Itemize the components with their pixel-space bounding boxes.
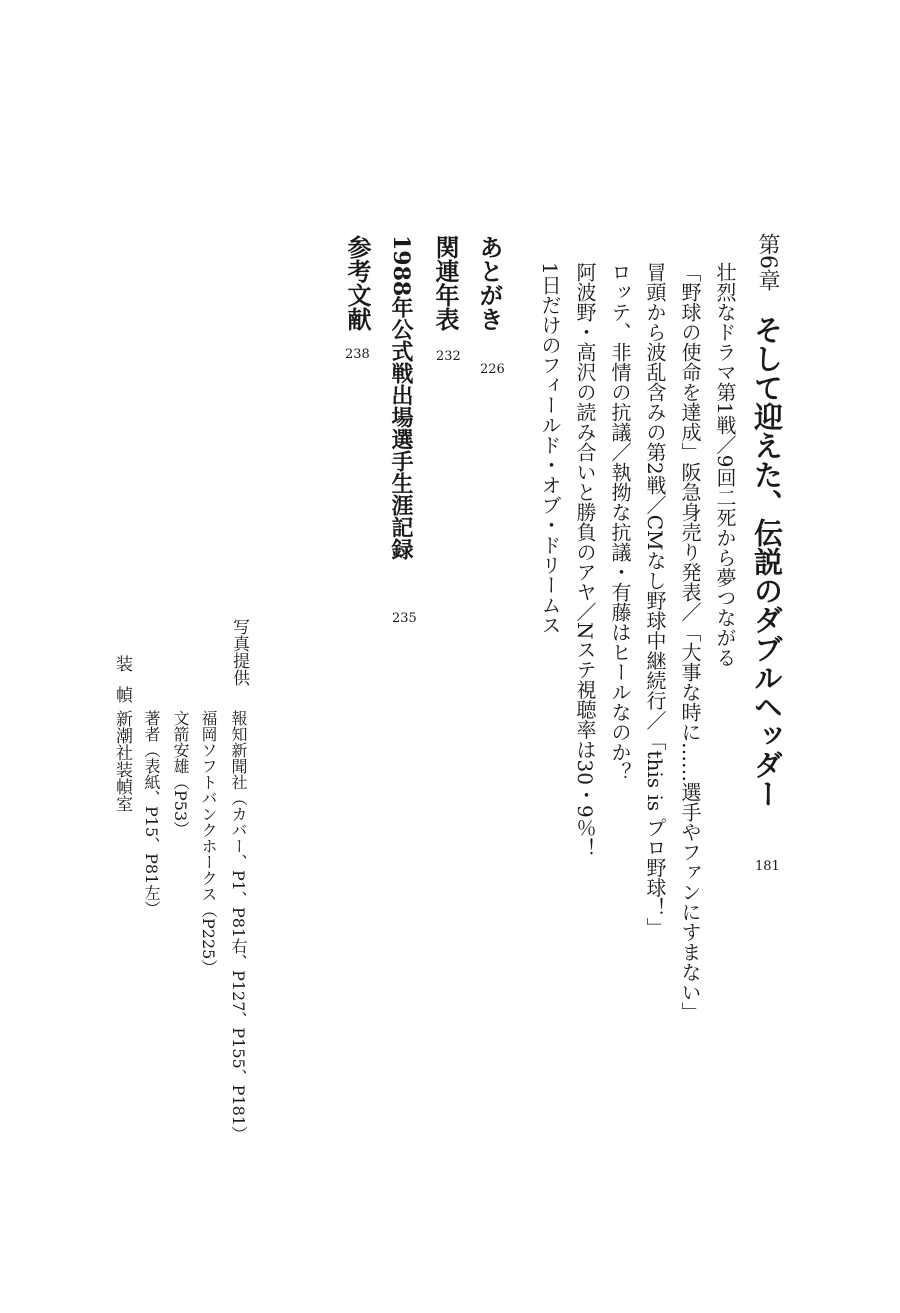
photo-credit-line-2: 福岡ソフトバンクホークス（P225）: [199, 710, 218, 976]
section-page-player-records: 235: [392, 611, 417, 626]
chapter-subtitle-4: ロッテ、非情の抗議／執拗な抗議・有藤はヒールなのか？: [608, 262, 632, 782]
chapter-subtitle-3: 冒頭から波乱含みの第2戦／CMなし野球中継続行／「this is プロ野球！」: [643, 262, 667, 938]
section-title-timeline: 関連年表: [431, 235, 460, 331]
chapter-subtitle-1: 壮烈なドラマ第1戦／9回二死から夢つながる: [713, 262, 737, 668]
chapter-page-number: 181: [755, 859, 780, 874]
photo-credit-line-1: 報知新聞社（カバー、P1、P81右、P127、P155、P181）: [229, 710, 248, 1142]
chapter-label: 第6章: [755, 233, 780, 291]
photo-credit-line-3: 文箭安雄（P53）: [171, 710, 190, 838]
section-page-references: 238: [345, 347, 370, 362]
photo-credit-label: 写真提供: [229, 618, 249, 686]
design-credit-value: 新潮社装幀室: [112, 710, 132, 812]
section-page-afterword: 226: [480, 362, 505, 377]
section-page-timeline: 232: [436, 349, 461, 364]
section-title-references: 参考文献: [343, 235, 372, 331]
photo-credit-line-4: 著者（表紙、P15、P81左）: [142, 710, 161, 917]
chapter-subtitle-5: 阿波野・高沢の読み合いと勝負のアヤ／Nステ視聴率は30・9％！: [573, 262, 597, 858]
section-title-afterword: あとがき: [475, 235, 504, 331]
design-credit-label: 装幀: [112, 655, 132, 717]
chapter-heading: [750, 233, 784, 808]
chapter-title: そして迎えた、伝説のダブルヘッダー: [750, 315, 784, 808]
chapter-subtitle-6: 1日だけのフィールド・オブ・ドリームス: [538, 262, 562, 635]
chapter-subtitle-2: 「野球の使命を達成」阪急身売り発表／「大事な時に……選手やファンにすまない」: [678, 262, 702, 1022]
section-title-player-records: 1988年公式戦出場選手生涯記録: [388, 235, 414, 561]
